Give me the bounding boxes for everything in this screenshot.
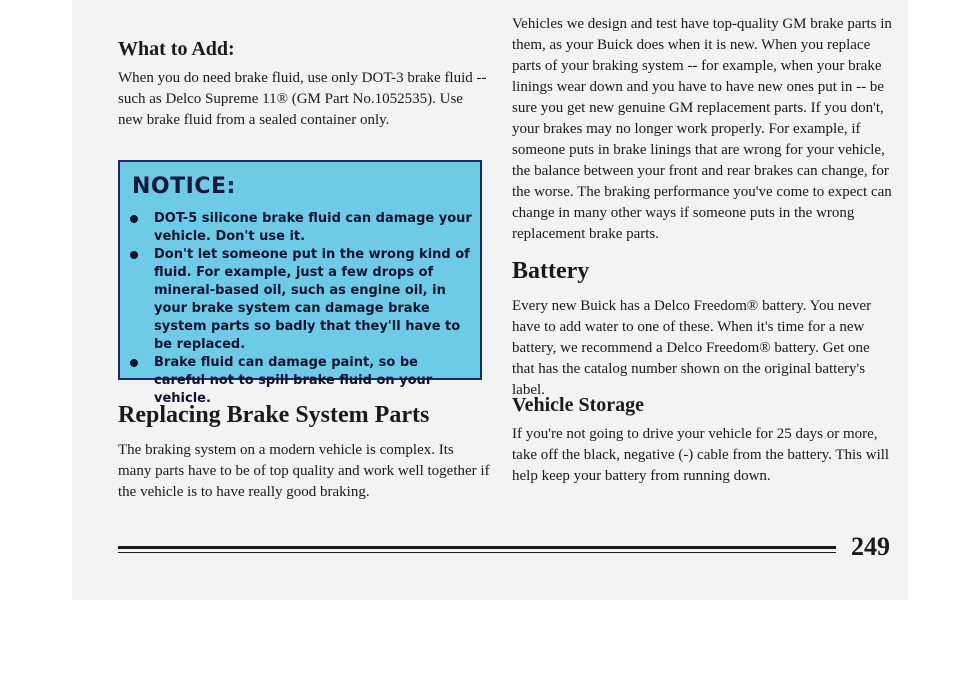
- bullet-icon: [130, 251, 138, 259]
- footer-rule-thin: [118, 552, 836, 553]
- battery-paragraph: Every new Buick has a Delco Freedom® battery. You never have to add water to one of these. When it's time for a new battery, we recommend a Delco Freedom® battery. Get one that has the catalog number shown on the original battery's label.: [512, 298, 872, 398]
- vehicle-storage-heading: Vehicle Storage: [512, 394, 645, 416]
- notice-list: [120, 210, 480, 408]
- bullet-icon: [130, 359, 138, 367]
- page-number: 249: [851, 532, 890, 561]
- replacing-brake-parts-paragraph: The braking system on a modern vehicle is complex. Its many parts have to be of top quality and work well together if the vehicle is to have really good braking.: [118, 442, 490, 500]
- what-to-add-paragraph: When you do need brake fluid, use only DOT-3 brake fluid -- such as Delco Supreme 11® (GM Part No.1052535). Use new brake fluid from a sealed container only.: [118, 70, 487, 128]
- what-to-add-heading: What to Add:: [118, 38, 235, 60]
- notice-box: [118, 160, 482, 406]
- vehicle-storage-paragraph: If you're not going to drive your vehicle for 25 days or more, take off the black, negative (-) cable from the battery. This will help keep your battery from running down.: [512, 426, 890, 484]
- notice-item-text: Don't let someone put in the wrong kind of fluid. For example, just a few drops of mineral-based oil, such as engine oil, in your brake system can damage brake system parts so badly that they'll have to be replaced.: [154, 247, 470, 352]
- notice-title: NOTICE:: [132, 174, 236, 199]
- notice-item: [120, 246, 480, 354]
- battery-heading: Battery: [512, 258, 590, 284]
- notice-item: [120, 210, 480, 246]
- replacement-parts-paragraph: Vehicles we design and test have top-quality GM brake parts in them, as your Buick does when it is new. When you replace parts of your braking system -- for example, when your brake linings wear down and you have to have new ones put in -- be sure you get new genuine GM replacement parts. If you don't, your brakes may no longer work properly. For example, if someone puts in brake linings that are wrong for your vehicle, the balance between your front and rear brakes can change, for the worse. The braking performance you've come to expect can change in many other ways if someone puts in the wrong replacement brake parts.: [512, 16, 892, 242]
- notice-item-text: Brake fluid can damage paint, so be careful not to spill brake fluid on your vehicle.: [154, 355, 433, 406]
- notice-item-text: DOT-5 silicone brake fluid can damage your vehicle. Don't use it.: [154, 211, 472, 244]
- bullet-icon: [130, 215, 138, 223]
- replacing-brake-parts-heading: Replacing Brake System Parts: [118, 402, 430, 428]
- footer-rule: [118, 546, 836, 549]
- notice-item: [120, 354, 480, 408]
